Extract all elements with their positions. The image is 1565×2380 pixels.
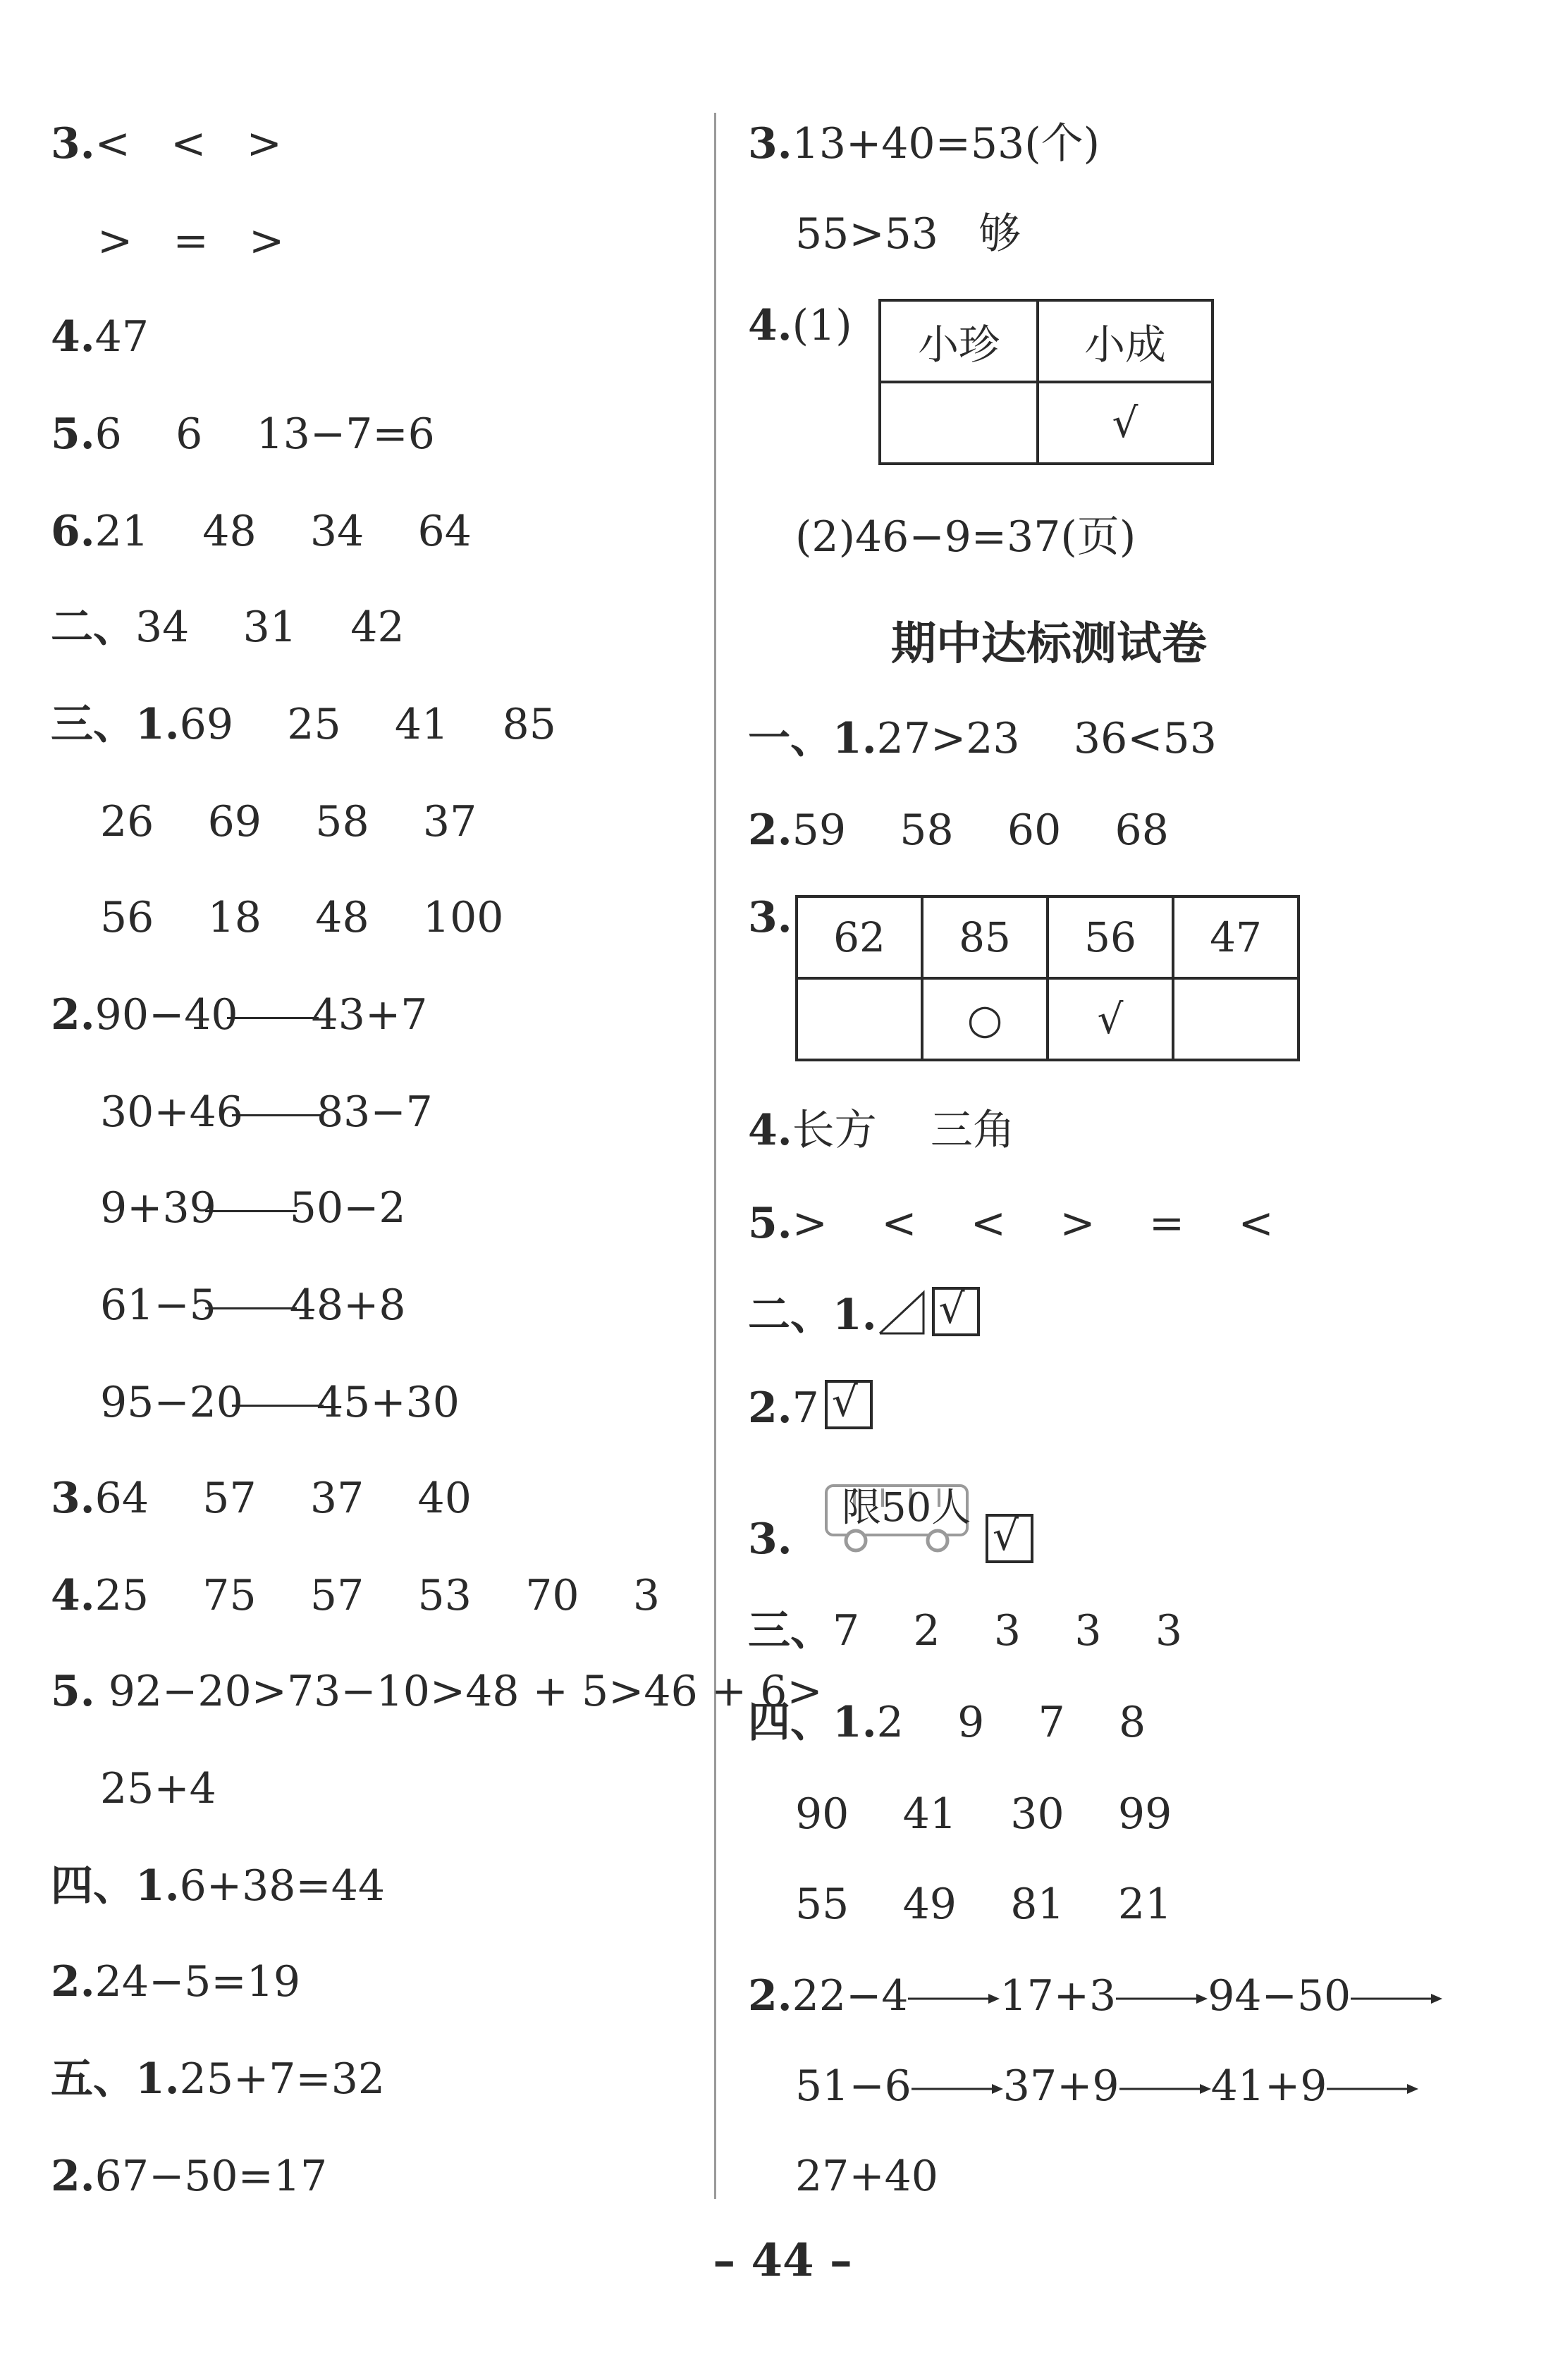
- answer-line: 2.7 √: [748, 1380, 873, 1435]
- answer-line: 二、34 31 42: [51, 603, 405, 652]
- arrow-right-icon: [912, 2068, 1003, 2110]
- answer-line: 3.13+40=53(个): [748, 119, 1100, 168]
- answer-line: 4.(1): [748, 301, 852, 350]
- table-cell: [797, 978, 922, 1060]
- answer-line: 3.: [748, 1515, 792, 1564]
- answer-line: 55>53 够: [795, 209, 1021, 259]
- answer-line: > = >: [97, 216, 285, 266]
- match-line: 2.90−40 43+7: [51, 990, 428, 1040]
- answer-line: 5.6 6 13−7=6: [51, 409, 435, 459]
- answer-line: 27+40: [795, 2152, 938, 2201]
- table-cell: √: [1038, 382, 1213, 464]
- answer-line: 3.: [748, 893, 792, 942]
- arrow-right-icon: [1327, 2068, 1418, 2110]
- answer-line: 二、1. √: [748, 1287, 980, 1342]
- match-connector: [205, 1210, 297, 1212]
- answer-line: 4.25 75 57 53 70 3: [51, 1571, 660, 1620]
- bus-check: [980, 1514, 1033, 1563]
- match-line: 61−5 48+8: [100, 1281, 406, 1330]
- bus-icon: [805, 1479, 988, 1563]
- column-divider: [714, 113, 716, 2199]
- answer-line: 6.21 48 34 64: [51, 507, 472, 556]
- match-line: 95−20 45+30: [100, 1378, 460, 1427]
- match-line: 30+46 83−7: [100, 1087, 433, 1137]
- answer-line: 2.59 58 60 68: [748, 806, 1169, 855]
- match-connector: [227, 1017, 319, 1019]
- answer-line: 四、1.2 9 7 8: [748, 1698, 1146, 1747]
- answer-line: 2.24−5=19: [51, 1957, 301, 2006]
- match-connector: [232, 1405, 324, 1407]
- arrow-right-icon: [1119, 2068, 1211, 2110]
- table-header-cell: 56: [1048, 896, 1173, 978]
- choice-table-1: [878, 299, 1214, 465]
- answer-line: 三、1.69 25 41 85: [51, 700, 556, 749]
- checkbox-icon: √: [825, 1380, 873, 1429]
- answer-line: 三、7 2 3 3 3: [748, 1606, 1183, 1655]
- answer-line: 4.47: [51, 312, 149, 362]
- table-header-cell: 小成: [1038, 300, 1213, 382]
- table-header-cell: 47: [1173, 896, 1299, 978]
- match-line: 9+39 50−2: [100, 1183, 406, 1233]
- answer-line: 56 18 48 100: [100, 893, 504, 942]
- answer-line: 4.长方 三角: [748, 1106, 1015, 1155]
- table-cell: [1173, 978, 1299, 1060]
- answer-line: 2.67−50=17: [51, 2152, 328, 2201]
- answer-line: (2)46−9=37(页): [795, 512, 1136, 562]
- arrow-chain-line: 2.22−4 17+3 94−50: [748, 1969, 1442, 2023]
- arrow-chain-line: 51−6 37+9 41+9: [795, 2059, 1418, 2113]
- match-connector: [232, 1114, 324, 1116]
- answer-line: 55 49 81 21: [795, 1880, 1172, 1929]
- answer-line: 一、1.27>23 36<53: [748, 714, 1217, 763]
- table-header-cell: 85: [922, 896, 1048, 978]
- table-cell: [880, 382, 1038, 464]
- triangle-icon: [877, 1290, 926, 1336]
- answer-line: 3.< < >: [51, 119, 282, 168]
- arrow-right-icon: [1351, 1978, 1442, 2020]
- answer-line: 26 69 58 37: [100, 797, 477, 846]
- checkbox-icon: √: [986, 1514, 1033, 1563]
- section-title: 期中达标测试卷: [891, 618, 1207, 670]
- checkbox-icon: √: [932, 1287, 980, 1336]
- table-cell: ○: [922, 978, 1048, 1060]
- answer-line: 5. 92−20>73−10>48 + 5>46 + 6>: [51, 1667, 823, 1716]
- choice-table-2: [795, 895, 1300, 1061]
- page-number: – 44 –: [713, 2234, 852, 2287]
- answer-line: 90 41 30 99: [795, 1789, 1172, 1839]
- answer-line: 五、1.25+7=32: [51, 2054, 386, 2104]
- match-connector: [205, 1307, 297, 1309]
- answer-line: 5.> < < > = <: [748, 1199, 1274, 1248]
- bus-label: 限50人: [842, 1485, 971, 1531]
- table-cell: √: [1048, 978, 1173, 1060]
- table-header-cell: 62: [797, 896, 922, 978]
- arrow-right-icon: [908, 1978, 1000, 2020]
- arrow-right-icon: [1116, 1978, 1208, 2020]
- answer-line: 四、1.6+38=44: [51, 1861, 386, 1911]
- table-header-cell: 小珍: [880, 300, 1038, 382]
- answer-line: 3.64 57 37 40: [51, 1474, 472, 1523]
- answer-line: 25+4: [100, 1764, 216, 1813]
